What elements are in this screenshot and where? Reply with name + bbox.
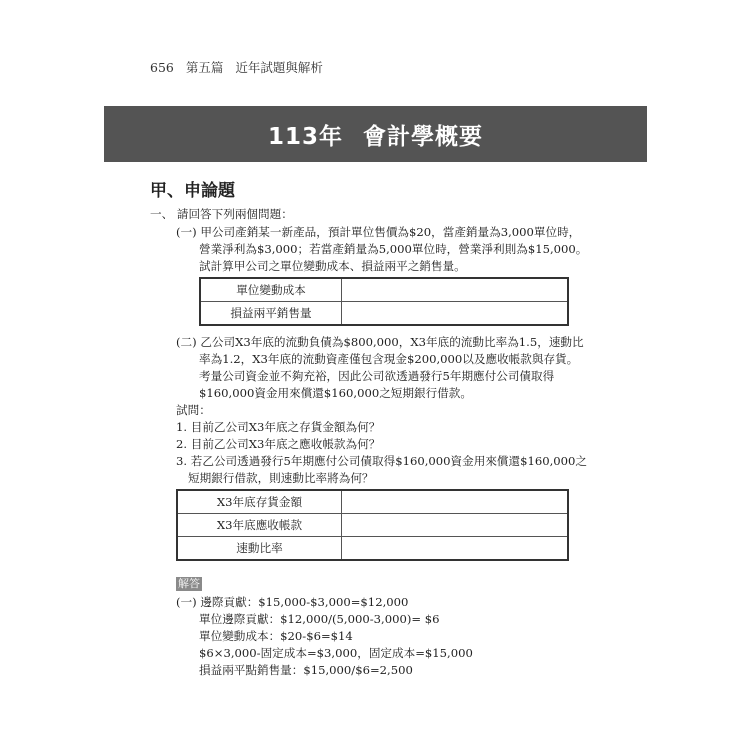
- sub-question: 3. 若乙公司透過發行5年期應付公司債取得$160,000資金用來償還$160,000之: [176, 454, 588, 468]
- answer-cell[interactable]: [342, 490, 569, 514]
- answer-cell[interactable]: [342, 278, 569, 302]
- table-label: X3年底存貨金額: [177, 490, 342, 514]
- answer-line: 損益兩平點銷售量：$15,000/$6=2,500: [199, 663, 413, 677]
- table-label: 速動比率: [177, 537, 342, 561]
- answer-table-1: [199, 277, 569, 326]
- table-label: 損益兩平銷售量: [200, 302, 342, 326]
- banner-year: 113年: [267, 123, 343, 150]
- q1-part2-line: (二) 乙公司X3年底的流動負債為$800,000，X3年底的流動比率為1.5，速動比: [176, 335, 584, 349]
- q1-part2-line: 率為1.2，X3年底的流動資產僅包含現金$200,000以及應收帳款與存貨。: [199, 352, 579, 366]
- q1-part1-line: 營業淨利為$3,000；若當產銷量為5,000單位時，營業淨利則為$15,000。: [199, 242, 588, 256]
- table-row: [177, 490, 568, 514]
- sub-question: 2. 目前乙公司X3年底之應收帳款為何？: [176, 437, 381, 451]
- table-row: [200, 302, 568, 326]
- q1-part2-line: $160,000資金用來償還$160,000之短期銀行借款。: [199, 386, 472, 400]
- answer-line: $6×3,000-固定成本=$3,000，固定成本=$15,000: [199, 646, 473, 660]
- part-label: 第五篇: [185, 60, 224, 75]
- q1-part1-line: (一) 甲公司產銷某一新產品，預計單位售價為$20，當產銷量為3,000單位時，: [176, 225, 581, 239]
- answer-tag: 解答: [178, 577, 200, 590]
- sub-question: 短期銀行借款，則速動比率將為何？: [188, 471, 374, 485]
- section-title: 甲、申論題: [150, 181, 235, 201]
- answer-line: (一) 邊際貢獻：$15,000-$3,000=$12,000: [176, 595, 409, 609]
- question-intro: 一、 請回答下列兩個問題：: [150, 207, 293, 221]
- q1-part1-line: 試計算甲公司之單位變動成本、損益兩平之銷售量。: [199, 259, 466, 273]
- exam-banner: [104, 106, 647, 162]
- sub-question: 1. 目前乙公司X3年底之存貨金額為何？: [176, 420, 381, 434]
- table-row: [177, 514, 568, 537]
- banner-subject: 會計學概要: [363, 123, 483, 150]
- page-number: 656: [150, 60, 174, 75]
- answer-line: 單位變動成本：$20-$6=$14: [199, 629, 353, 643]
- answer-table-2: [176, 489, 569, 561]
- q1-part2-line: 考量公司資金並不夠充裕，因此公司欲透過發行5年期應付公司債取得: [199, 369, 555, 383]
- table-label: X3年底應收帳款: [177, 514, 342, 537]
- answer-line: 單位邊際貢獻：$12,000/(5,000-3,000)= $6: [199, 612, 440, 626]
- answer-cell[interactable]: [342, 514, 569, 537]
- table-label: 單位變動成本: [200, 278, 342, 302]
- running-header: [150, 58, 331, 76]
- ask-label: 試問：: [176, 403, 211, 417]
- chapter-title: 近年試題與解析: [235, 60, 323, 75]
- answer-cell[interactable]: [342, 302, 569, 326]
- table-row: [177, 537, 568, 561]
- answer-cell[interactable]: [342, 537, 569, 561]
- table-row: [200, 278, 568, 302]
